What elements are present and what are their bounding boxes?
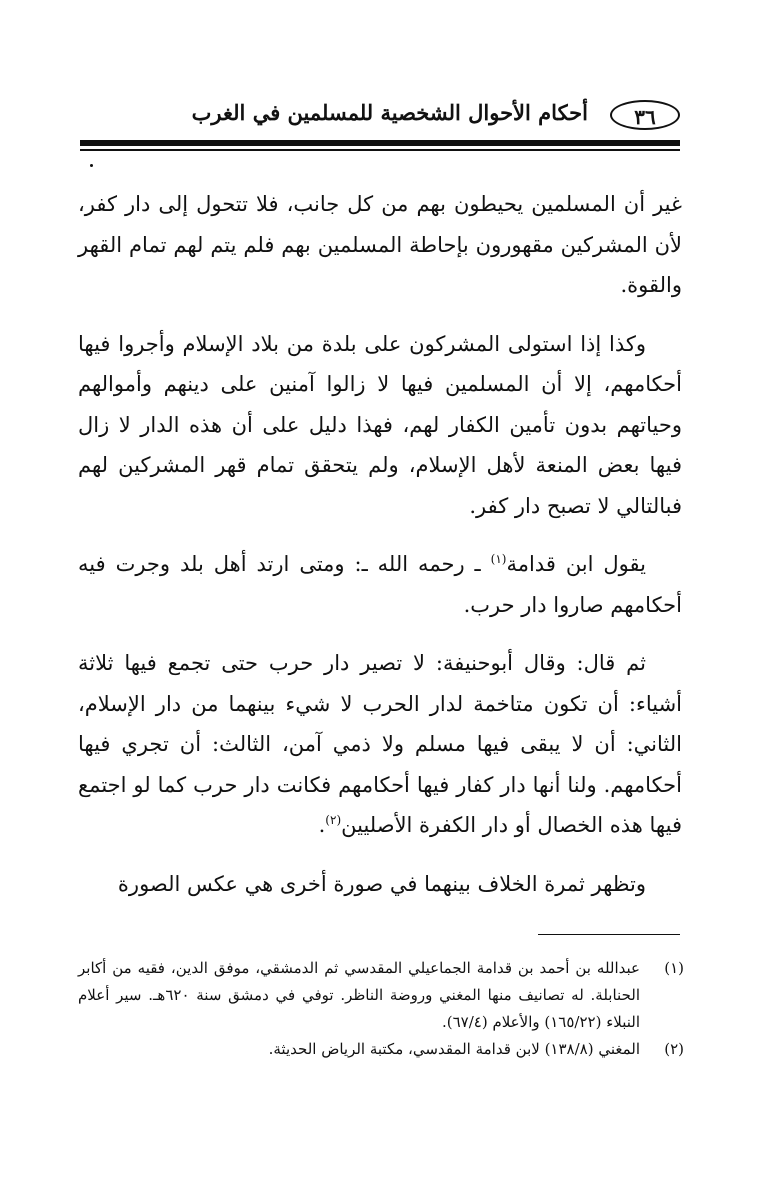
stray-dot <box>90 164 93 167</box>
paragraph-1: غير أن المسلمين يحيطون بهم من كل جانب، فلا تتحول إلى دار كفر، لأن المشركين مقهورون بإحاطة المسلمين بهم فلم يتم لهم تمام القهر والقوة. <box>78 192 682 297</box>
footnote-text-1: عبدالله بن أحمد بن قدامة الجماعيلي المقدسي ثم الدمشقي، موفق الدين، فقيه من أكابر الحنابلة. له تصانيف منها المغني وروضة الناظر. توفي في دمشق سنة ٦٢٠هـ. سير أعلام النبلاء (١٦٥/٢٢) والأعلام (٦٧/٤). <box>78 959 640 1031</box>
paragraph-2: وكذا إذا استولى المشركون على بلدة من بلاد الإسلام وأجروا فيها أحكامهم، إلا أن المسلمين فيها لا زالوا آمنين على دينهم وأموالهم وحياتهم بدون تأمين الكفار لهم، فهذا دليل على أن هذه الدار لا زال فيها بعض المنعة لأهل الإسلام، ولم يتحقق تمام قهر المشركين لهم فبالتالي لا تصبح دار كفر. <box>78 331 682 518</box>
footnotes <box>78 955 684 1063</box>
page-header <box>80 98 680 138</box>
footnote-text-2: المغني (١٣٨/٨) لابن قدامة المقدسي، مكتبة الرياض الحديثة. <box>268 1040 640 1058</box>
paragraph-5: وتظهر ثمرة الخلاف بينهما في صورة أخرى هي عكس الصورة <box>117 871 646 896</box>
footnote-ref-2[interactable]: (٢) <box>325 813 342 827</box>
footnote-1 <box>78 955 684 1036</box>
paragraph-3-start: يقول ابن قدامة <box>506 552 647 576</box>
paragraph-3-end: ـ رحمه الله ـ: ومتى ارتد أهل بلد وجرت فيه أحكامهم صاروا دار حرب. <box>78 552 682 617</box>
footnote-number-1: (١) <box>664 959 684 977</box>
footnote-ref-1[interactable]: (١) <box>490 552 507 566</box>
paragraph-3 <box>78 544 682 625</box>
page-number: ٣٦ <box>610 100 680 130</box>
main-text <box>78 184 682 922</box>
header-rule-thin <box>80 149 680 151</box>
running-title: أحكام الأحوال الشخصية للمسلمين في الغرب <box>191 100 588 125</box>
footnote-separator <box>538 934 680 935</box>
footnote-number-2: (٢) <box>664 1040 684 1058</box>
footnote-2 <box>78 1036 684 1063</box>
header-rule-thick <box>80 140 680 146</box>
paragraph-4 <box>78 643 682 846</box>
paragraph-4-start: ثم قال: وقال أبوحنيفة: لا تصير دار حرب حتى تجمع فيها ثلاثة أشياء: أن تكون متاخمة لدار الحرب لا شيء بينهما من دار الإسلام، الثاني: أن لا يبقى فيها مسلم ولا ذمي آمن، الثالث: أن تجري فيها أحكامهم. ولنا أنها دار كفار فيها أحكامهم فكانت دار حرب كما لو اجتمع فيها هذه الخصال أو دار الكفرة الأصليين <box>78 651 682 837</box>
paragraph-4-end: . <box>318 813 326 837</box>
